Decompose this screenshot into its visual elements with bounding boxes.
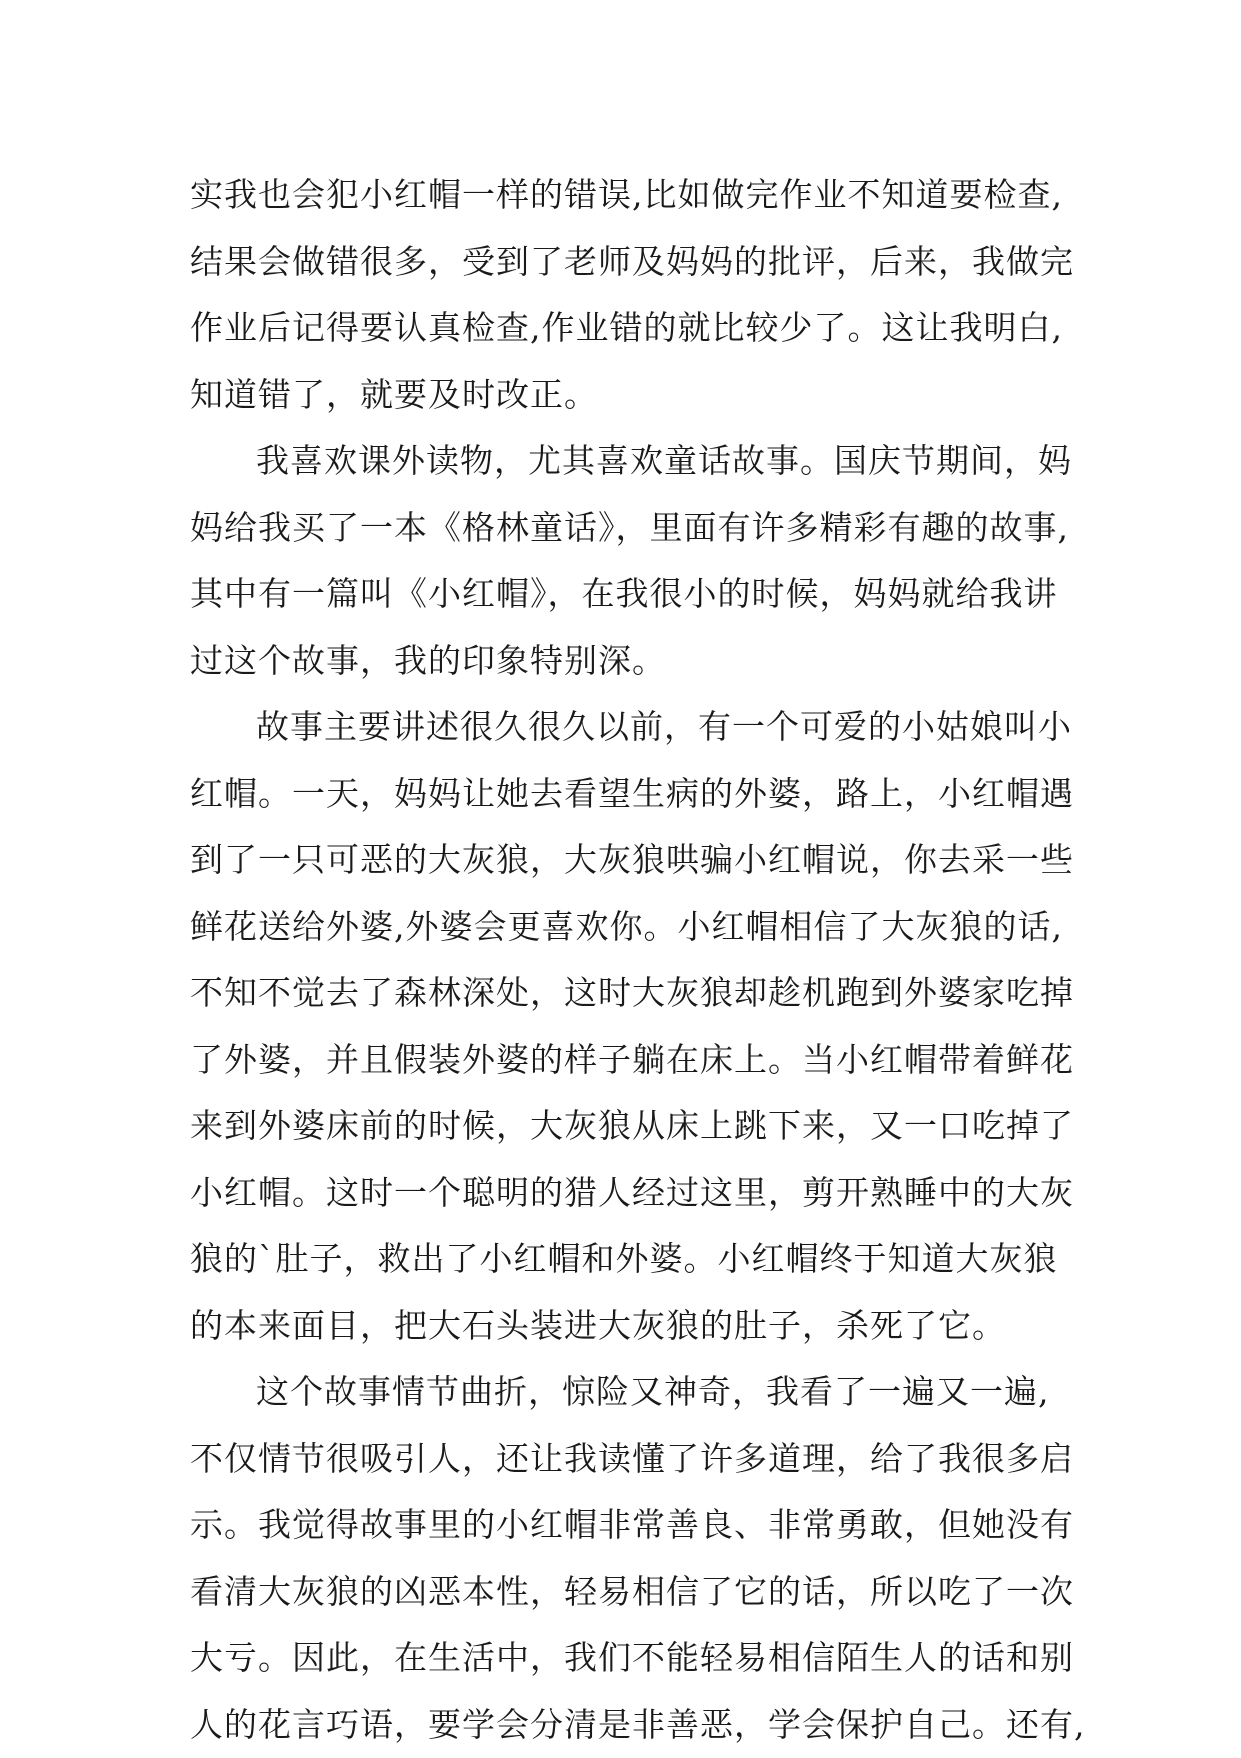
text-line: 来到外婆床前的时候，大灰狼从床上跳下来，又一口吃掉了 xyxy=(190,1093,1090,1160)
text-line: 实我也会犯小红帽一样的错误,比如做完作业不知道要检查, xyxy=(190,162,1090,229)
text-line: 不仅情节很吸引人，还让我读懂了许多道理，给了我很多启 xyxy=(190,1426,1090,1493)
text-line: 了外婆，并且假装外婆的样子躺在床上。当小红帽带着鲜花 xyxy=(190,1027,1090,1094)
text-line: 小红帽。这时一个聪明的猎人经过这里，剪开熟睡中的大灰 xyxy=(190,1160,1090,1227)
text-line: 知道错了，就要及时改正。 xyxy=(190,362,1090,429)
text-line: 看清大灰狼的凶恶本性，轻易相信了它的话，所以吃了一次 xyxy=(190,1559,1090,1626)
paragraph-start-line: 这个故事情节曲折，惊险又神奇，我看了一遍又一遍, xyxy=(190,1359,1090,1426)
text-line: 人的花言巧语，要学会分清是非善恶，学会保护自己。还有, xyxy=(190,1692,1090,1758)
text-line: 大亏。因此，在生活中，我们不能轻易相信陌生人的话和别 xyxy=(190,1625,1090,1692)
paragraph-start-line: 我喜欢课外读物，尤其喜欢童话故事。国庆节期间，妈 xyxy=(190,428,1090,495)
text-line: 到了一只可恶的大灰狼，大灰狼哄骗小红帽说，你去采一些 xyxy=(190,827,1090,894)
text-line: 狼的`肚子，救出了小红帽和外婆。小红帽终于知道大灰狼 xyxy=(190,1226,1090,1293)
text-line: 其中有一篇叫《小红帽》，在我很小的时候，妈妈就给我讲 xyxy=(190,561,1090,628)
paragraph-start-line: 故事主要讲述很久很久以前，有一个可爱的小姑娘叫小 xyxy=(190,694,1090,761)
text-line: 鲜花送给外婆,外婆会更喜欢你。小红帽相信了大灰狼的话, xyxy=(190,894,1090,961)
text-line: 作业后记得要认真检查,作业错的就比较少了。这让我明白, xyxy=(190,295,1090,362)
text-line: 不知不觉去了森林深处，这时大灰狼却趁机跑到外婆家吃掉 xyxy=(190,960,1090,1027)
text-line: 妈给我买了一本《格林童话》，里面有许多精彩有趣的故事, xyxy=(190,495,1090,562)
text-line: 的本来面目，把大石头装进大灰狼的肚子，杀死了它。 xyxy=(190,1293,1090,1360)
text-line: 示。我觉得故事里的小红帽非常善良、非常勇敢，但她没有 xyxy=(190,1492,1090,1559)
text-line: 过这个故事，我的印象特别深。 xyxy=(190,628,1090,695)
body-text xyxy=(190,162,1090,1758)
text-line: 结果会做错很多，受到了老师及妈妈的批评，后来，我做完 xyxy=(190,229,1090,296)
text-line: 红帽。一天，妈妈让她去看望生病的外婆，路上，小红帽遇 xyxy=(190,761,1090,828)
